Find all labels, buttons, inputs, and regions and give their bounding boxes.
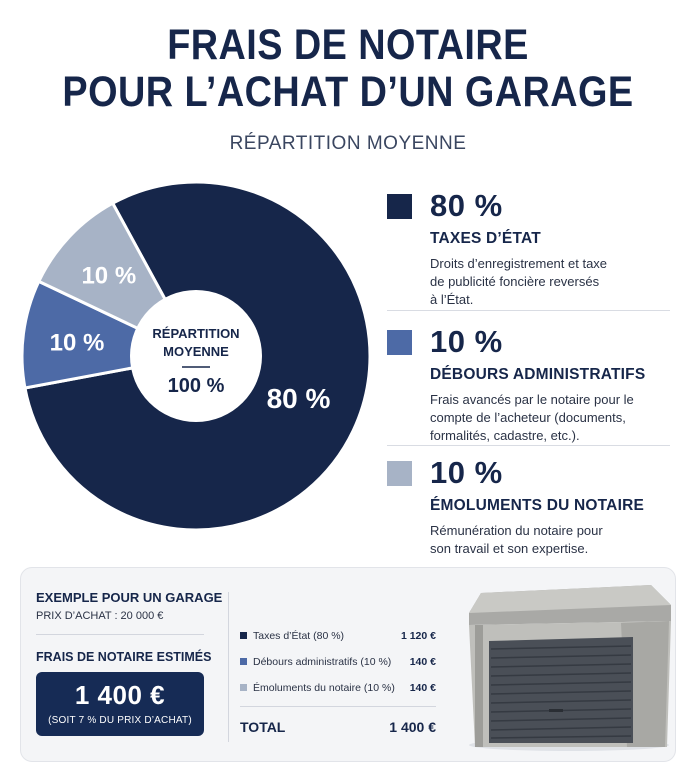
legend-heading-taxes: TAXES D’ÉTAT [430,230,541,247]
estimate-amount: 1 400 € [74,680,166,710]
legend-item-debours [387,324,670,445]
legend-swatch-debours [387,330,412,355]
breakdown-dot [240,684,247,691]
legend-heading-debours: DÉBOURS ADMINISTRATIFS [430,366,646,383]
breakdown-dot [240,658,247,665]
legend-desc-emoluments [430,522,670,558]
pie-slice-label: 10 % [81,262,137,290]
title-line-1: FRAIS DE NOTAIRE [167,21,529,69]
pie-slice-label: 80 % [266,383,331,415]
total-divider [240,706,436,707]
total-amount: 1 400 € [389,719,436,735]
garage-illustration [461,583,671,753]
pie-chart [0,160,380,550]
estimate-note: (SOIT 7 % DU PRIX D’ACHAT) [48,715,192,726]
legend-item-taxes [387,188,670,309]
legend-swatch-taxes [387,194,412,219]
legend-divider [387,310,670,311]
legend-desc-line: Droits d’enregistrement et taxe [430,256,608,271]
legend-pct-taxes: 80 % [430,188,503,223]
breakdown-label: Débours administratifs (10 %) [253,656,392,668]
pie-center-total: 100 % [167,375,225,397]
page-subtitle: RÉPARTITION MOYENNE [229,133,467,154]
legend-desc-line: compte de l’acheteur (documents, [430,410,626,425]
legend-swatch-emoluments [387,461,412,486]
breakdown-label: Émoluments du notaire (10 %) [253,682,395,694]
legend-desc-line: formalités, cadastre, etc.). [430,428,580,443]
title-line-2: POUR L’ACHAT D’UN GARAGE [62,68,634,116]
legend-divider [387,445,670,446]
pie-center-label: RÉPARTITION [152,326,240,341]
breakdown-dot [240,632,247,639]
example-title: EXEMPLE POUR UN GARAGE [36,590,223,605]
breakdown-amount: 1 120 € [400,630,436,642]
example-price: PRIX D’ACHAT : 20 000 € [36,610,164,622]
legend-desc-taxes [430,255,670,309]
estimate-box [36,672,204,736]
total-label: TOTAL [240,719,286,735]
vertical-divider [228,592,229,742]
legend-pct-debours: 10 % [430,324,503,359]
total-row [240,719,436,735]
example-card [20,567,676,762]
breakdown-label: Taxes d’État (80 %) [253,630,345,642]
legend-desc-line: Frais avancés par le notaire pour le [430,392,634,407]
legend-heading-emoluments: ÉMOLUMENTS DU NOTAIRE [430,497,645,514]
legend-pct-emoluments: 10 % [430,455,503,490]
pie-center-label: MOYENNE [163,344,229,359]
legend-desc-debours [430,391,670,445]
page-title [42,22,654,116]
legend-desc-line: son travail et son expertise. [430,541,589,556]
example-divider [36,634,204,635]
legend-desc-line: de publicité foncière reversés [430,274,600,289]
legend-desc-line: à l’État. [430,292,474,307]
legend-item-emoluments [387,455,670,558]
pie-slice-label: 10 % [49,329,105,357]
legend-desc-line: Rémunération du notaire pour [430,523,603,538]
breakdown-amount: 140 € [409,682,436,694]
estimate-label: FRAIS DE NOTAIRE ESTIMÉS [36,650,212,664]
breakdown-amount: 140 € [409,656,436,668]
